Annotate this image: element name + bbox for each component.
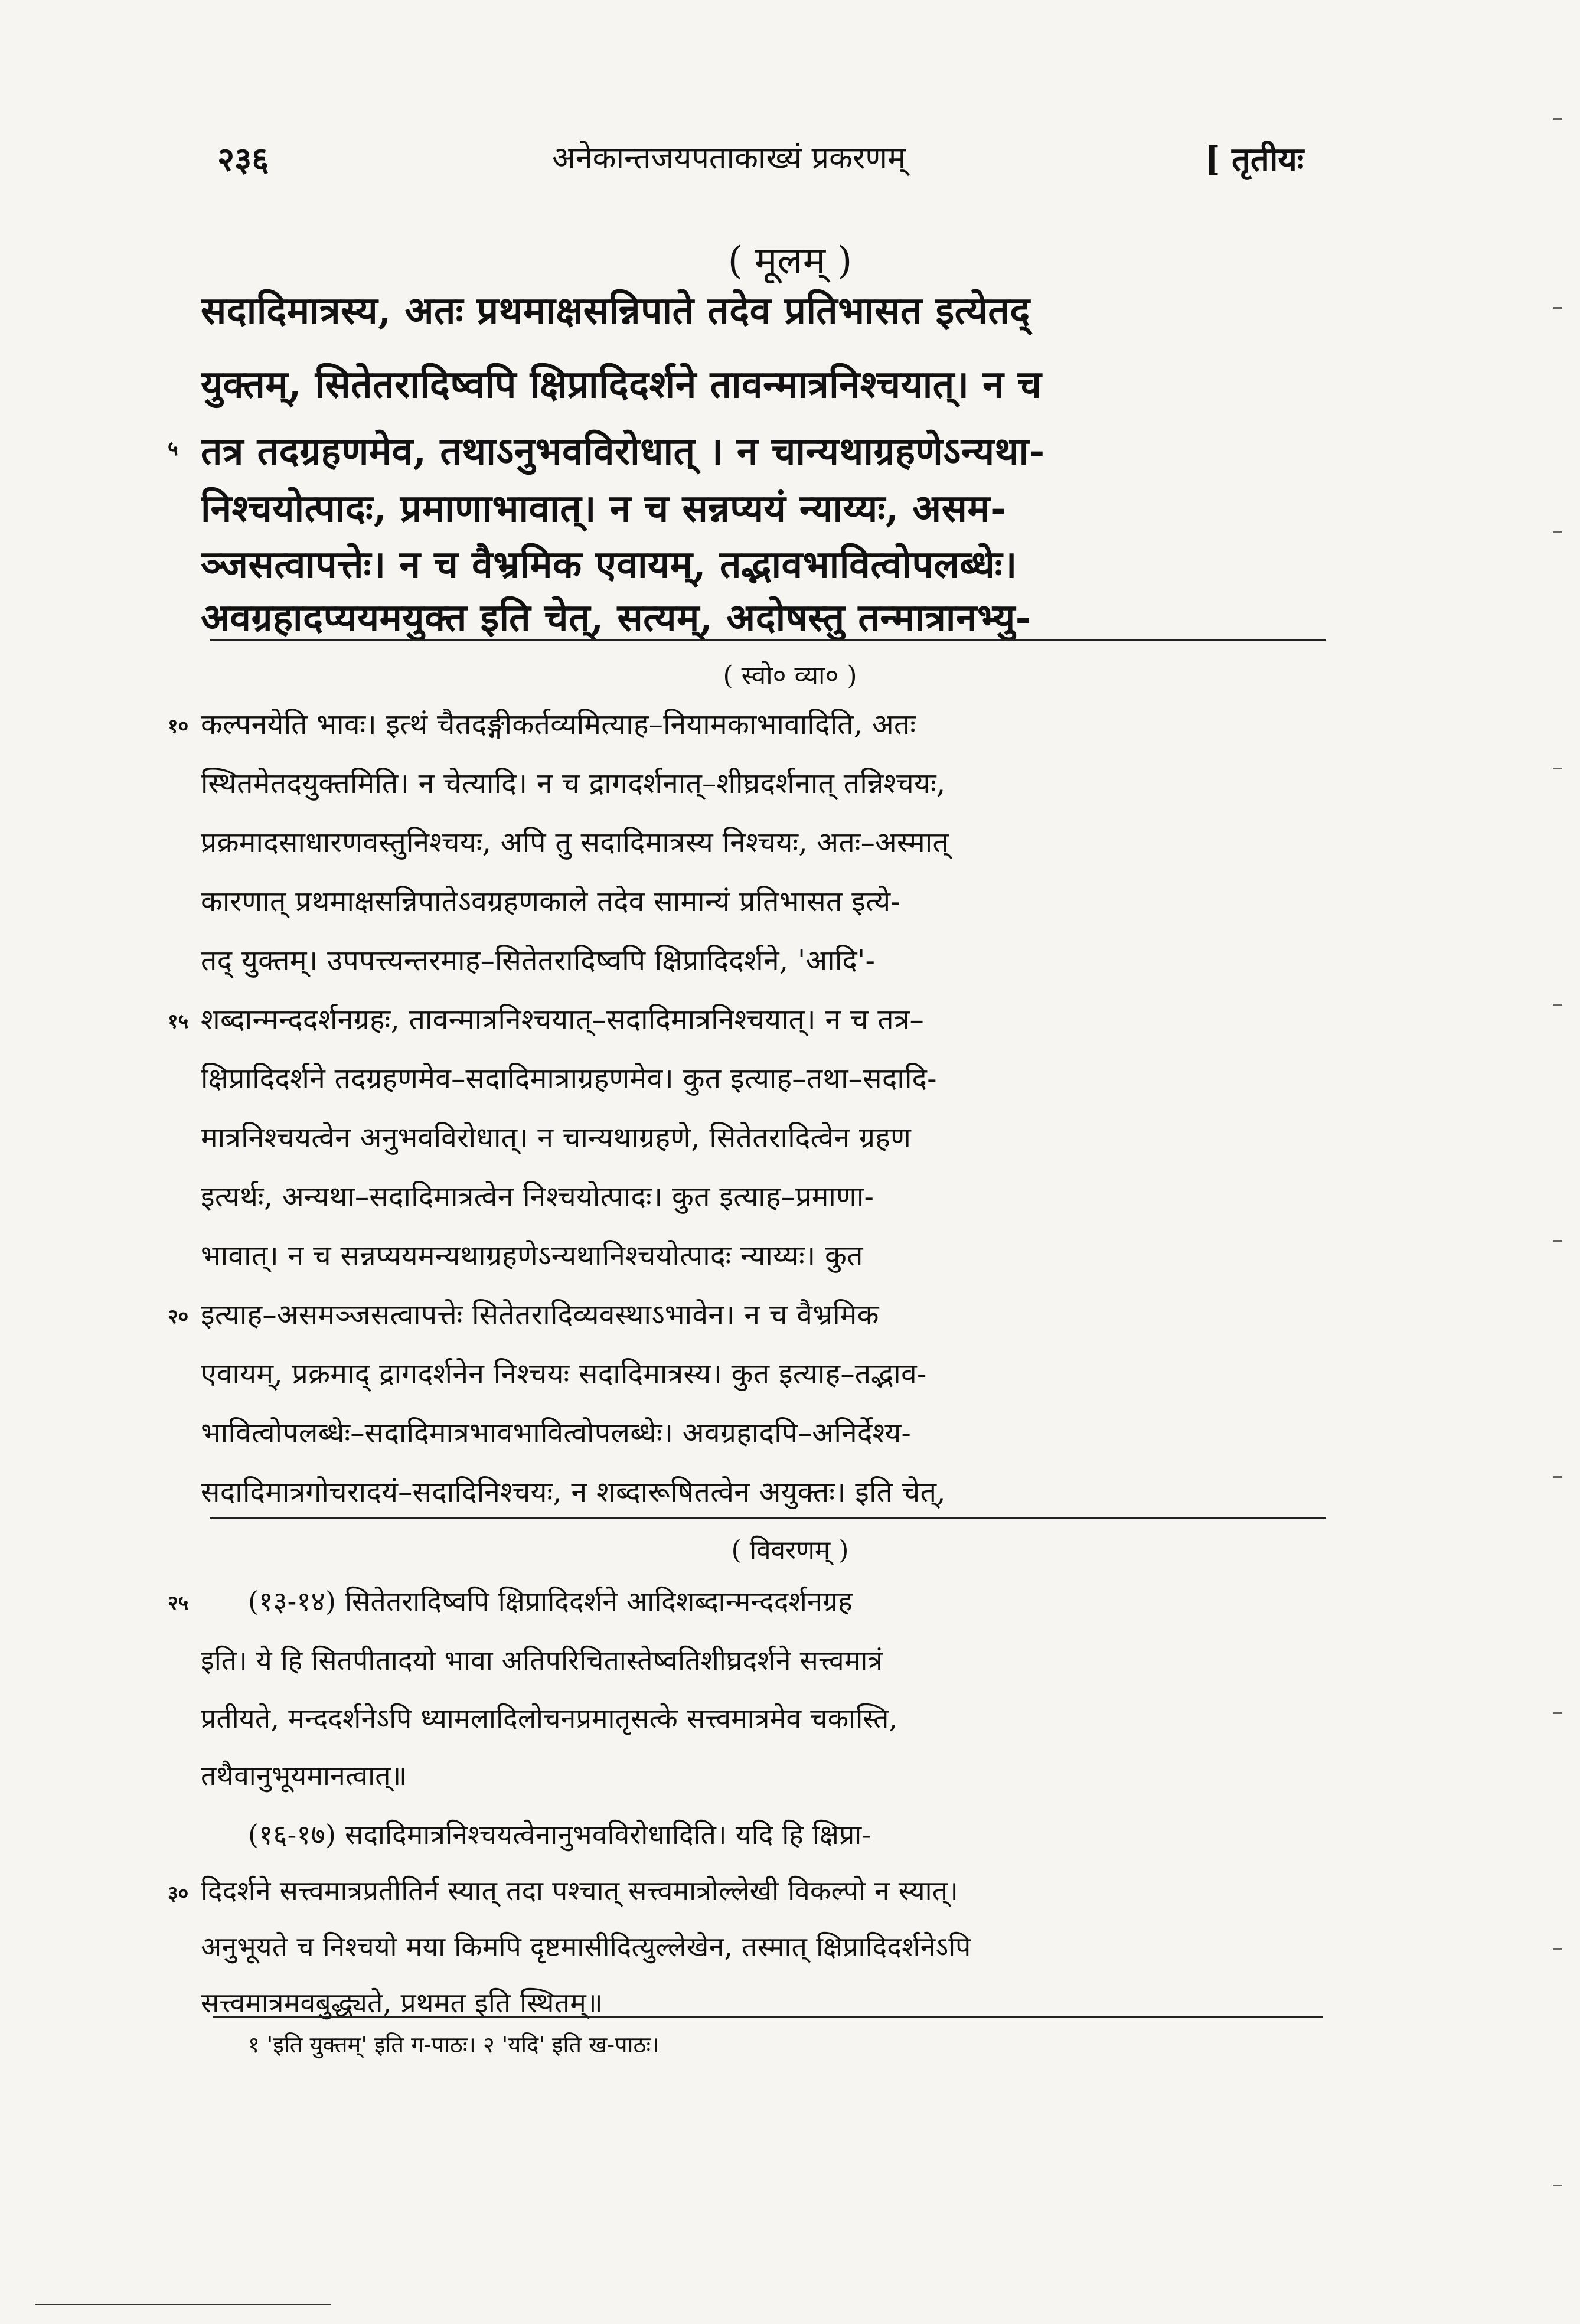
margin-tick — [1553, 2185, 1562, 2186]
vivarana-line: प्रतीयते, मन्ददर्शनेऽपि ध्यामलादिलोचनप्रमातृसत्के सत्त्वमात्रमेव चकास्ति, — [201, 1702, 898, 1734]
mulam-line: अवग्रहादप्ययमयुक्त इति चेत्, सत्यम्, अदोषस्तु तन्मात्रानभ्यु- — [201, 596, 1031, 640]
commentary-line: तद् युक्तम्। उपपत्त्यन्तरमाह–सितेतरादिष्वपि क्षिप्रादिदर्शने, 'आदि'- — [201, 944, 876, 977]
commentary-line: मात्रनिश्चयत्वेन अनुभवविरोधात्। न चान्यथाग्रहणे, सितेतरादित्वेन ग्रहण — [201, 1121, 912, 1154]
vivarana-line: तथैवानुभूयमानत्वात्॥ — [201, 1760, 407, 1791]
commentary-line: एवायम्, प्रक्रमाद् द्रागदर्शनेन निश्चयः सदादिमात्रस्य। कुत इत्याह–तद्भाव- — [201, 1357, 927, 1391]
commentary-line: भावात्। न च सन्नप्ययमन्यथाग्रहणेऽन्यथानिश्चयोत्पादः न्याय्यः। कुत — [201, 1239, 863, 1272]
margin-tick — [1553, 1712, 1562, 1714]
commentary-line: स्थितमेतदयुक्तमिति। न चेत्यादि। न च द्रागदर्शनात्–शीघ्रदर्शनात् तन्निश्चयः, — [201, 767, 946, 800]
commentary-line: भावित्वोपलब्धेः–सदादिमात्रभावभावित्वोपलब्धेः। अवग्रहादपि–अनिर्देश्य- — [201, 1416, 912, 1450]
vivarana-heading: ( विवरणम् ) — [731, 1535, 849, 1565]
vivarana-line: अनुभूयते च निश्चयो मया किमपि दृष्टमासीदित्युल्लेखेन, तस्मात् क्षिप्रादिदर्शनेऽपि — [201, 1931, 971, 1963]
line-number: १५ — [168, 1010, 189, 1033]
page-header — [0, 136, 1580, 189]
line-number: ३० — [168, 1882, 189, 1905]
commentary-heading: ( स्वो० व्या० ) — [723, 661, 857, 691]
commentary-line: इत्याह–असमञ्जसत्वापत्तेः सितेतरादिव्यवस्थाऽभावेन। न च वैभ्रमिक — [201, 1298, 879, 1331]
line-number: २५ — [168, 1591, 189, 1615]
commentary-line: कारणात् प्रथमाक्षसन्निपातेऽवग्रहणकाले तदेव सामान्यं प्रतिभासत इत्ये- — [201, 885, 900, 918]
vivarana-line: सत्त्वमात्रमवबुद्ध्यते, प्रथमत इति स्थितम्॥ — [201, 1987, 603, 2019]
section-marker: [ तृतीयः — [1204, 140, 1304, 179]
mulam-heading: ( मूलम् ) — [727, 239, 853, 283]
commentary-line: शब्दान्मन्ददर्शनग्रहः, तावन्मात्रनिश्चयात्–सदादिमात्रनिश्चयात्। न च तत्र– — [201, 1003, 924, 1036]
mulam-line: युक्तम्, सितेतरादिष्वपि क्षिप्रादिदर्शने तावन्मात्रनिश्चयात्। न च — [201, 363, 1042, 407]
mulam-line: सदादिमात्रस्य, अतः प्रथमाक्षसन्निपाते तदेव प्रतिभासत इत्येतद् — [201, 289, 1030, 333]
margin-tick — [1553, 1948, 1562, 1950]
margin-tick — [1553, 768, 1562, 769]
commentary-line: इत्यर्थः, अन्यथा–सदादिमात्रत्वेन निश्चयोत्पादः। कुत इत्याह–प्रमाणा- — [201, 1180, 874, 1213]
vivarana-line: दिदर्शने सत्त्वमात्रप्रतीतिर्न स्यात् तदा पश्चात् सत्त्वमात्रोल्लेखी विकल्पो न स्यात्। — [201, 1875, 959, 1907]
page-number: २३६ — [217, 140, 269, 179]
line-number: ५ — [168, 437, 178, 461]
commentary-line: प्रक्रमादसाधारणवस्तुनिश्चयः, अपि तु सदादिमात्रस्य निश्चयः, अतः–अस्मात् — [201, 826, 949, 859]
commentary-line: क्षिप्रादिदर्शने तदग्रहणमेव–सदादिमात्राग्रहणमेव। कुत इत्याह–तथा–सदादि- — [201, 1062, 937, 1095]
section-divider — [210, 1517, 1326, 1519]
footnotes: १ 'इति युक्तम्' इति ग-पाठः। २ 'यदि' इति ख-पाठः। — [248, 2032, 660, 2058]
vivarana-line: (१३-१४) सितेतरादिष्वपि क्षिप्रादिदर्शने आदिशब्दान्मन्ददर्शनग्रह — [248, 1585, 853, 1617]
line-number: २० — [168, 1305, 189, 1329]
footnote-rule — [213, 2016, 1323, 2018]
margin-tick — [1553, 1476, 1562, 1478]
section-divider — [210, 639, 1326, 641]
commentary-line: सदादिमात्रगोचरादयं–सदादिनिश्चयः, न शब्दारूषितत्वेन अयुक्तः। इति चेत्, — [201, 1476, 946, 1509]
line-number: १० — [168, 714, 189, 738]
mulam-line: निश्चयोत्पादः, प्रमाणाभावात्। न च सन्नप्ययं न्याय्यः, असम- — [201, 487, 1007, 531]
commentary-line: कल्पनयेति भावः। इत्थं चैतदङ्गीकर्तव्यमित्याह–नियामकाभावादिति, अतः — [201, 708, 916, 741]
vivarana-line: इति। ये हि सितपीतादयो भावा अतिपरिचितास्तेष्वतिशीघ्रदर्शने सत्त्वमात्रं — [201, 1644, 883, 1676]
mulam-line: तत्र तदग्रहणमेव, तथाऽनुभवविरोधात् । न चान्यथाग्रहणेऽन्यथा- — [201, 429, 1045, 474]
margin-tick — [1553, 307, 1562, 309]
margin-tick — [1553, 1240, 1562, 1242]
margin-tick — [1553, 1004, 1562, 1006]
scan-edge-line — [35, 2304, 331, 2305]
margin-tick — [1553, 531, 1562, 533]
margin-tick — [1553, 118, 1562, 120]
vivarana-line: (१६-१७) सदादिमात्रनिश्चयत्वेनानुभवविरोधादिति। यदि हि क्षिप्रा- — [248, 1819, 871, 1850]
mulam-line: ञ्जसत्वापत्तेः। न च वैभ्रमिक एवायम्, तद्भावभावित्वोपलब्धेः। — [201, 543, 1017, 587]
running-title: अनेकान्तजयपताकाख्यं प्रकरणम् — [552, 141, 906, 176]
